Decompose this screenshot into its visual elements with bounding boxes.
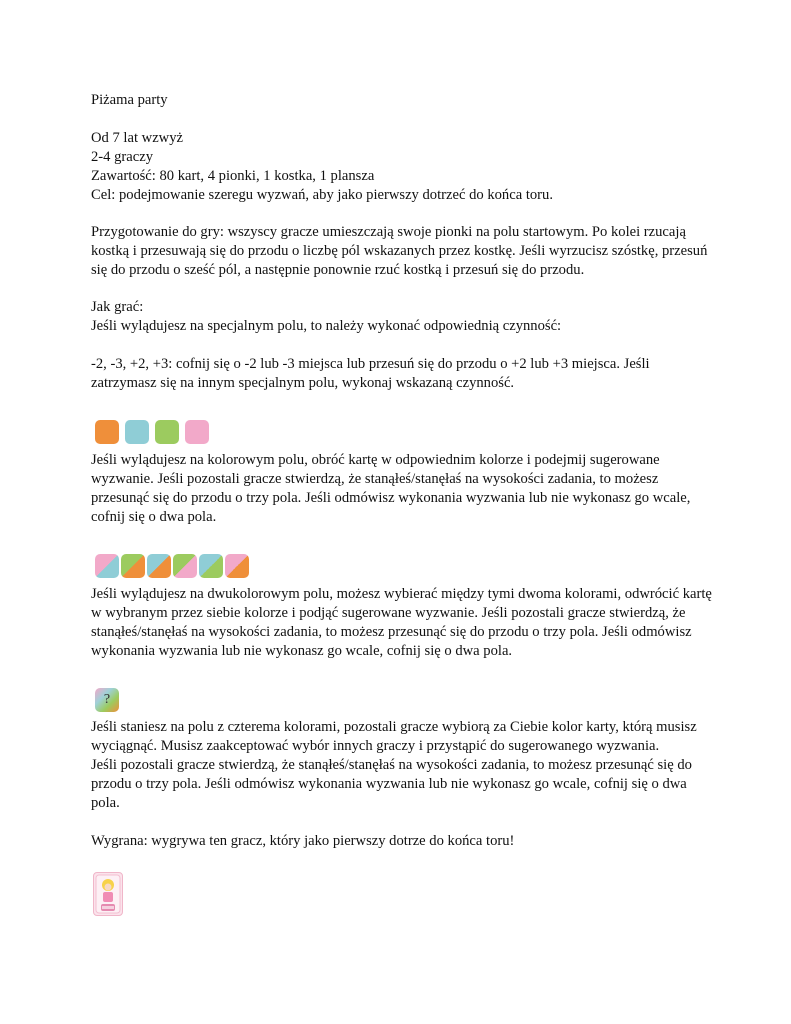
blue-tile xyxy=(125,420,149,444)
dual-color-tiles xyxy=(95,554,249,578)
blue-orange-tile xyxy=(147,554,171,578)
goal-text: Cel: podejmowanie szeregu wyzwań, aby jako pierwszy dotrzeć do końca toru. xyxy=(91,187,553,203)
four-color-rule-paragraph: Jeśli staniesz na polu z czterema kolorami, pozostali gracze wybiorą za Ciebie kolor karty, którą musisz wyciągnąć. Musisz zaakceptować wybór innych graczy i przystąpić do sugerowanego wyzwania. Jeśli pozostali gracze stwierdzą, że stanąłeś/stanęłaś na wysokości zadania, to możesz przesunąć się do przodu o trzy pola. Jeśli odmówisz wykonania wyzwania lub nie wykonasz go wcale, cofnij się o dwa pola. xyxy=(91,719,697,811)
howto-paragraph xyxy=(91,298,703,336)
question-mark-tile xyxy=(95,688,119,712)
color-rule-paragraph: Jeśli wylądujesz na kolorowym polu, obróć kartę w odpowiednim kolorze i podejmij sugerowane wyzwanie. Jeśli pozostali gracze stwierdzą, że stanąłeś/stanęłaś na wysokości zadania, to możesz przesunąć się do przodu o trzy pola. Jeśli odmówisz wykonania wyzwania lub nie wykonasz go wcale, cofnij się o dwa pola. xyxy=(91,452,691,525)
howto-intro: Jeśli wylądujesz na specjalnym polu, to należy wykonać odpowiednią czynność: xyxy=(91,318,562,334)
dual-rule-paragraph: Jeśli wylądujesz na dwukolorowym polu, możesz wybierać między tymi dwoma kolorami, odwrócić kartę w wybranym przez siebie kolorze i podjąć sugerowane wyzwanie. Jeśli pozostali gracze stwierdzą, że stanąłeś/stanęłaś na wysokości zadania, to możesz przesunąć się do przodu o trzy pola. Jeśli odmówisz wykonania wyzwania lub nie wykonasz go wcale, cofnij się o dwa pola. xyxy=(91,586,712,659)
numbers-rule-paragraph: -2, -3, +2, +3: cofnij się o -2 lub -3 miejsca lub przesuń się do przodu o +2 lub +3 miejsca. Jeśli zatrzymasz się na innym specjalnym polu, wykonaj wskazaną czynność. xyxy=(91,356,650,391)
color-tiles xyxy=(95,420,209,444)
green-pink-tile xyxy=(173,554,197,578)
win-paragraph: Wygrana: wygrywa ten gracz, który jako pierwszy dotrze do końca toru! xyxy=(91,833,515,849)
finish-card-image xyxy=(93,872,123,916)
players-text: 2-4 graczy xyxy=(91,149,153,165)
orange-tile xyxy=(95,420,119,444)
pink-tile xyxy=(185,420,209,444)
pink-blue-tile xyxy=(95,554,119,578)
contents-text: Zawartość: 80 kart, 4 pionki, 1 kostka, 1 plansza xyxy=(91,168,375,184)
girl-card-icon xyxy=(94,873,122,915)
question-mark-icon: ? xyxy=(103,692,111,707)
blue-green-tile xyxy=(199,554,223,578)
game-info xyxy=(91,129,703,205)
age-text: Od 7 lat wzwyż xyxy=(91,130,183,146)
green-tile xyxy=(155,420,179,444)
four-color-tile-group xyxy=(95,688,119,712)
pink-orange-tile xyxy=(225,554,249,578)
document-title: Piżama party xyxy=(91,92,168,108)
howto-heading: Jak grać: xyxy=(91,299,144,315)
setup-paragraph: Przygotowanie do gry: wszyscy gracze umieszczają swoje pionki na polu startowym. Po kolei rzucają kostką i przesuwają się do przodu o liczbę pól wskazanych przez kostkę. Jeśli wyrzucisz szóstkę, przesuń się do przodu o sześć pól, a następnie ponownie rzuć kostką i przesuń się do przodu. xyxy=(91,224,708,278)
green-orange-tile xyxy=(121,554,145,578)
